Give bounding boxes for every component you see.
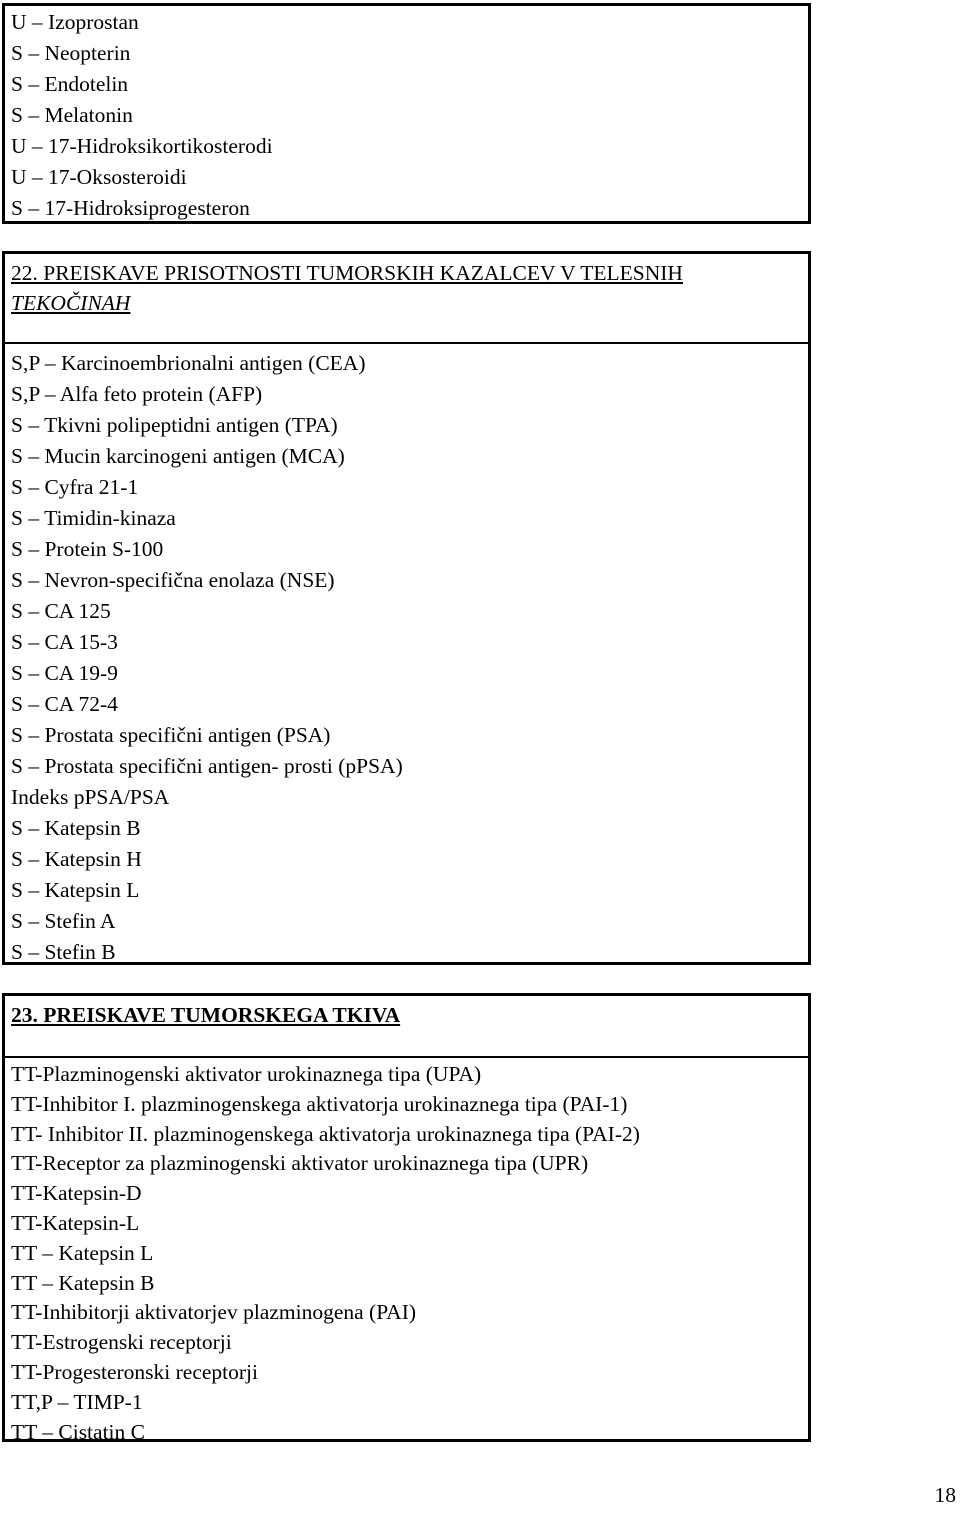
list-item: U – Izoprostan <box>11 10 139 34</box>
section-22-list <box>5 344 808 968</box>
list-item: TT-Inhibitor I. plazminogenskega aktivatorja urokinaznega tipa (PAI-1) <box>11 1091 628 1116</box>
list-item: S – CA 15-3 <box>11 630 118 654</box>
list-item: TT- Inhibitor II. plazminogenskega aktivatorja urokinaznega tipa (PAI-2) <box>11 1121 640 1146</box>
list-item: S – Katepsin B <box>11 816 141 840</box>
list-item: U – 17-Hidroksikortikosterodi <box>11 134 273 158</box>
list-item: S – Timidin-kinaza <box>11 506 176 530</box>
list-item: S – Stefin B <box>11 940 116 964</box>
list-item: TT-Katepsin-L <box>11 1210 140 1235</box>
list-item: S – Katepsin H <box>11 847 142 871</box>
list-item: TT – Katepsin L <box>11 1240 154 1265</box>
list-item: S – Mucin karcinogeni antigen (MCA) <box>11 444 345 468</box>
list-item: S – Protein S-100 <box>11 537 164 561</box>
list-item: Indeks pPSA/PSA <box>11 785 170 809</box>
section-23-heading <box>5 996 808 1056</box>
page-number: 18 <box>934 1483 956 1507</box>
section-23-box <box>2 993 811 1442</box>
list-item: TT-Progesteronski receptorji <box>11 1359 258 1384</box>
list-item: S,P – Alfa feto protein (AFP) <box>11 382 263 406</box>
list-item: S – CA 19-9 <box>11 661 118 685</box>
list-item: S – CA 72-4 <box>11 692 118 716</box>
list-item: S – Cyfra 21-1 <box>11 475 139 499</box>
list-item: S – Endotelin <box>11 72 129 96</box>
top-list-box <box>2 3 811 224</box>
list-item: TT-Estrogenski receptorji <box>11 1330 232 1355</box>
list-item: TT,P – TIMP-1 <box>11 1389 143 1414</box>
section-22-box <box>2 251 811 965</box>
list-item: S – CA 125 <box>11 599 111 623</box>
section-22-title-line1: 22. PREISKAVE PRISOTNOSTI TUMORSKIH KAZALCEV V TELESNIH <box>11 261 683 285</box>
list-item: S – Tkivni polipeptidni antigen (TPA) <box>11 413 338 437</box>
section-22-heading <box>5 254 808 342</box>
section-22-title-line2: TEKOČINAH <box>11 291 131 315</box>
list-item: TT – Katepsin B <box>11 1270 155 1295</box>
list-item: S – Neopterin <box>11 41 131 65</box>
list-item: S – Nevron-specifična enolaza (NSE) <box>11 568 335 592</box>
list-item: S – 17-Hidroksiprogesteron <box>11 196 250 220</box>
list-item: S – Prostata specifični antigen- prosti (pPSA) <box>11 754 403 778</box>
list-item: S – Melatonin <box>11 103 133 127</box>
list-item: TT-Katepsin-D <box>11 1181 142 1206</box>
list-item: TT-Inhibitorji aktivatorjev plazminogena (PAI) <box>11 1300 417 1325</box>
list-item: S – Stefin A <box>11 909 116 933</box>
list-item: TT – Cistatin C <box>11 1419 145 1444</box>
section-23-title: 23. PREISKAVE TUMORSKEGA TKIVA <box>11 1003 401 1027</box>
list-item: TT-Plazminogenski aktivator urokinaznega tipa (UPA) <box>11 1062 482 1086</box>
top-list <box>5 6 808 224</box>
list-item: S – Prostata specifični antigen (PSA) <box>11 723 331 747</box>
list-item: S – Katepsin L <box>11 878 140 902</box>
list-item: TT-Receptor za plazminogenski aktivator urokinaznega tipa (UPR) <box>11 1151 589 1176</box>
section-23-list <box>5 1058 808 1447</box>
list-item: U – 17-Oksosteroidi <box>11 165 187 189</box>
list-item: S,P – Karcinoembrionalni antigen (CEA) <box>11 351 366 375</box>
